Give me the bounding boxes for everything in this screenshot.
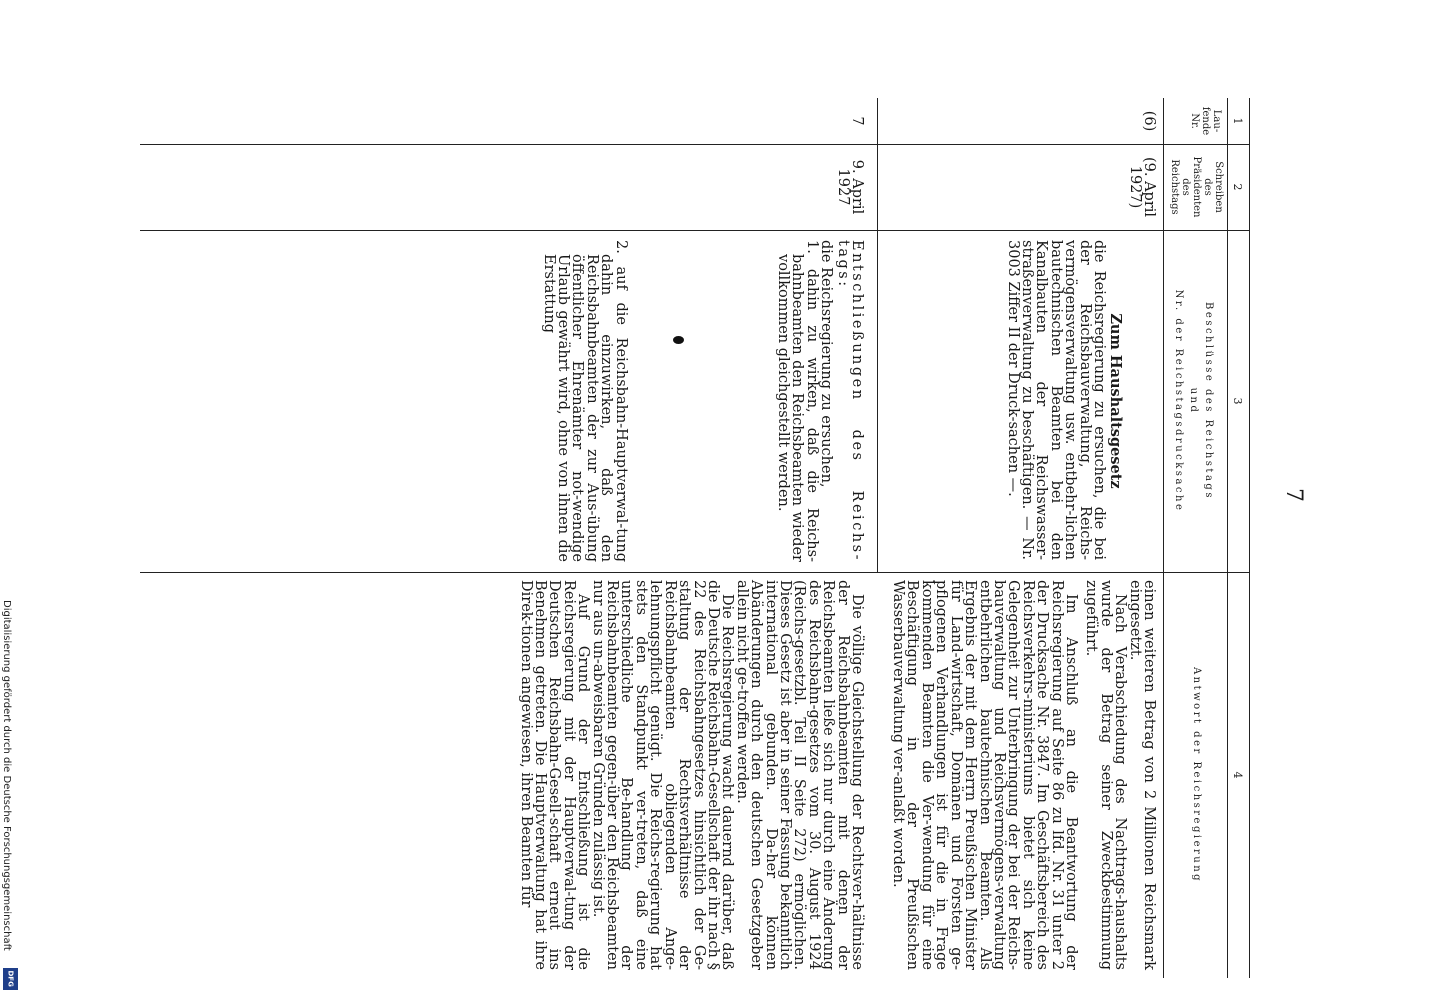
row7-item1: 1. dahin zu wirken, daß die Reichs-bahnbeamten den Reichsbeamten wieder vollkommen gleichgestellt werden. (774, 240, 820, 562)
footer (2, 600, 22, 990)
row6-antwort-cont: einen weiteren Betrag von 2 Millionen Reichsmark eingesetzt. (1126, 580, 1157, 970)
header-antwort: Antwort der Reichsregierung (1191, 666, 1202, 884)
row7-antwort-p3: Auf Grund der Entschließung ist die Reichsregierung mit der Hauptverwal-tung der Deutschen Reichsbahn-Gesell-schaft erneut ins Benehmen getreten. Die Hauptverwaltung hat ihre Direk-tionen angewiesen, ihren Beamten für (517, 580, 592, 970)
row7-beschluss (541, 240, 864, 562)
column-number-1: 1 (1231, 117, 1244, 125)
row7-entschliessung: Entschließungen des Reichs-tags: (834, 240, 865, 562)
row7-date: 9. April 1927 (834, 159, 865, 215)
column-number-3: 3 (1231, 397, 1244, 405)
row6-antwort-p1: Nach Verabschiedung des Nachtrags-haushalts wurde der Betrag seiner Zweckbestimmung zugeführt. (1083, 580, 1129, 970)
document-page (140, 98, 1312, 970)
row6-beschluss: die Reichsregierung zu ersuchen, die bei der Reichsbauverwaltung, Reichs-vermögensverwaltung usw. entbehr-lichen bautechnischen Beamten bei den Kanalbauten der Reichswasser-straßenverwaltung zu beschäftigen. — Nr. 3003 Ziffer II der Druck-sachen —. (1004, 240, 1107, 560)
column-divider-2 (140, 230, 1250, 231)
footer-text: Digitalisierung gefördert durch die Deutsche Forschungsgemeinschaft (1, 600, 12, 951)
row6-date: (9. April 1927) (1126, 156, 1157, 218)
dfg-logo (3, 968, 18, 990)
row-divider (877, 98, 878, 572)
row7-number: 7 (849, 116, 865, 126)
row7-intro: die Reichsregierung zu ersuchen, (818, 240, 835, 488)
column-number-2: 2 (1231, 183, 1244, 191)
header-laufende-nr: Lau- fende Nr. (1189, 106, 1222, 136)
row7-item2: 2. auf die Reichsbahn-Hauptverwal-tung dahin einzuwirken, daß den Reichsbahnbeamten der zur Aus-übung öffentlicher Ehrenämter not-wendige Urlaub gewährt wird, ohne von ihnen die Erstattung (540, 240, 629, 562)
row6-antwort (891, 580, 1156, 970)
dfg-logo-text: DFG (6, 970, 15, 987)
column-divider-1 (140, 144, 1250, 145)
row6-number: (6) (1141, 110, 1157, 132)
header-schreiben: Schreiben des Präsidenten des Reichstags (1169, 156, 1224, 218)
row7-antwort (518, 580, 864, 970)
header-beschluesse: Beschlüsse des Reichstags und Nr. der Reichstagsdrucksache (1173, 289, 1214, 513)
page-number: 7 (1281, 488, 1306, 502)
row7-antwort-p2: Die Reichsregierung wacht dauernd darüber, daß die Deutsche Reichsbahn-Gesellschaft der ihr nach § 22 des Reichsbahngesetzes hinsichtlich der Ge-staltung der Rechtsverhältnisse der Reichsbahnbeamten obliegenden Ange-lehnungspflicht genügt. Die Reichs-regierung hat stets den Standpunkt ver-treten, daß eine unterschiedliche Be-handlung der Reichsbahnbeamten gegen-über den Reichsbeamten nur aus un-abweisbaren Gründen zulässig ist. (589, 580, 736, 970)
row6-antwort-p2: Im Anschluß an die Beantwortung der Reichsregierung auf Seite 86 zu lfd. Nr. 31 unter 2 der Drucksache Nr. 3847. Im Geschäftsbereich des Reichsverkehrs-ministeriums bietet sich keine Gelegenheit zur Unterbringung der bei der Reichs-bauverwaltung und Reichsvermögens-verwaltung entbehrlichen bautechnischen Beamten. Als Ergebnis der mit dem Herrn Preußischen Minister für Land-wirtschaft, Domänen und Forsten ge-pflogenen Verhandlungen ist für die in Frage kommenden Beamten die Ver-wendung für eine Beschäftigung in der Preußischen Wasserbauverwaltung ver-anlaßt worden. (890, 580, 1079, 970)
rotated-page-content (140, 98, 1312, 978)
column-number-4: 4 (1231, 771, 1244, 779)
column-divider-3 (140, 572, 1250, 573)
row7-antwort-p1: Die völlige Gleichstellung der Rechtsver-hältnisse der Reichsbahnbeamten mit denen der Reichsbeamten ließe sich nur durch eine Änderung des Reichsbahn-gesetzes vom 30. August 1924 (Reichs-gesetzbl. Teil II Seite 272) ermöglichen. Dieses Gesetz ist aber in seiner Fassung bekanntlich international gebunden. Da-her können Abänderungen durch den deutschen Gesetzgeber allein nicht ge-troffen werden. (733, 580, 865, 970)
row6-heading: Zum Haushaltsgesetz (1107, 313, 1124, 489)
ink-blot (673, 336, 684, 344)
